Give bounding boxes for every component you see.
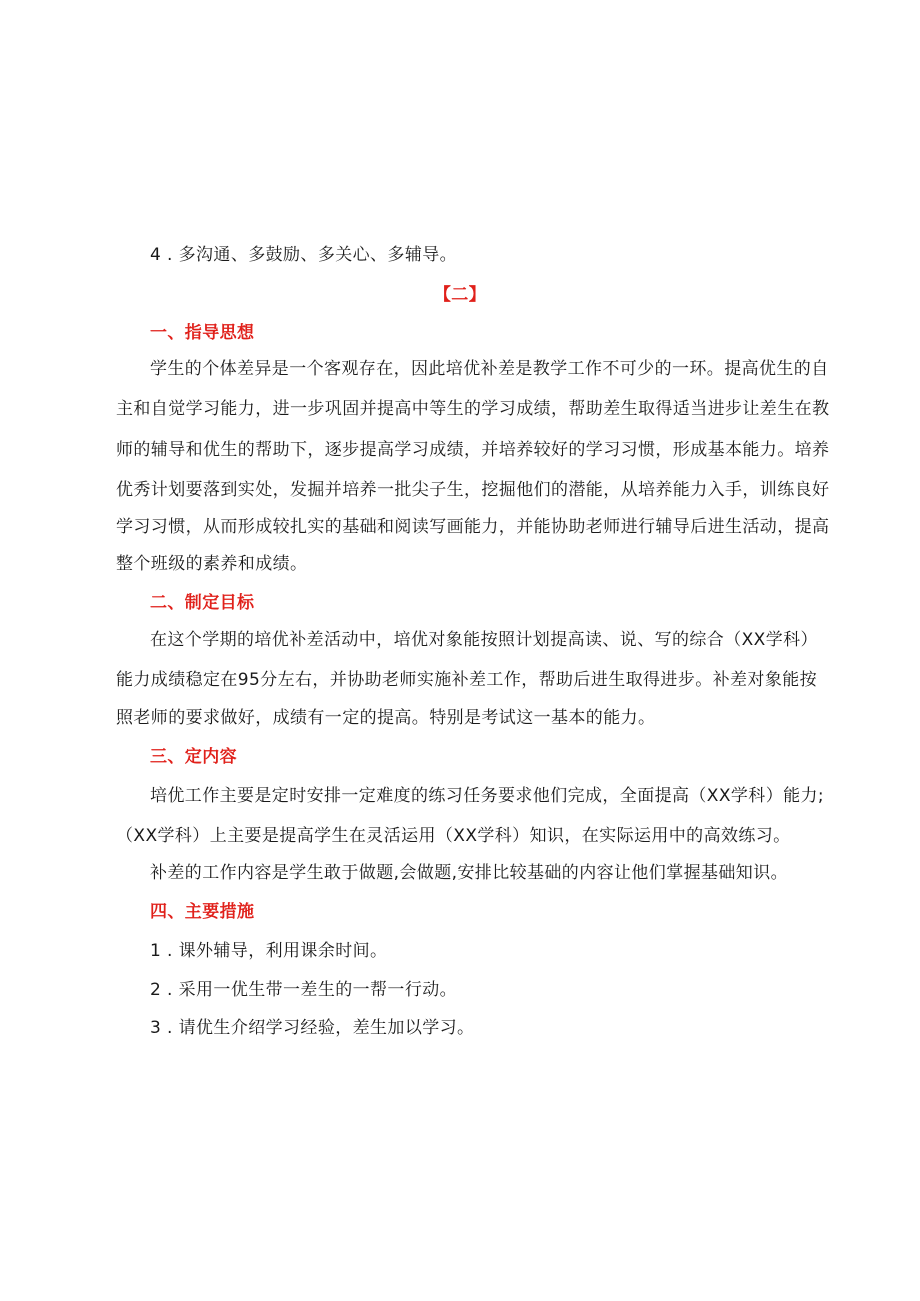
- part-label: 【二】: [433, 285, 487, 305]
- paragraph-line: 优秀计划要落到实处，发掘并培养一批尖子生，挖掘他们的潜能，从培养能力入手，训练良好: [116, 480, 830, 500]
- paragraph-line: 学生的个体差异是一个客观存在，因此培优补差是教学工作不可少的一环。提高优生的自: [150, 359, 829, 379]
- paragraph-line: 整个班级的素养和成绩。: [116, 554, 308, 574]
- section-heading-content: 三、定内容: [150, 747, 237, 767]
- list-item-2: 2 . 采用一优生带一差生的一帮一行动。: [150, 980, 458, 1000]
- paragraph-line: 能力成绩稳定在95分左右，并协助老师实施补差工作，帮助后进生取得进步。补差对象能按: [116, 670, 818, 690]
- list-item-4: 4 . 多沟通、多鼓励、多关心、多辅导。: [150, 245, 458, 265]
- paragraph-line: （XX学科）上主要是提高学生在灵活运用（XX学科）知识，在实际运用中的高效练习。: [116, 826, 791, 846]
- section-heading-measures: 四、主要措施: [150, 902, 255, 922]
- paragraph-line: 在这个学期的培优补差活动中，培优对象能按照计划提高读、说、写的综合（XX学科）: [150, 630, 818, 650]
- paragraph-line: 培优工作主要是定时安排一定难度的练习任务要求他们完成，全面提高（XX学科）能力;: [150, 786, 825, 806]
- paragraph-line: 学习习惯，从而形成较扎实的基础和阅读写画能力，并能协助老师进行辅导后进生活动，提高: [116, 517, 830, 537]
- paragraph-line: 补差的工作内容是学生敢于做题,会做题,安排比较基础的内容让他们掌握基础知识。: [150, 863, 789, 883]
- section-heading-goals: 二、制定目标: [150, 593, 255, 613]
- paragraph-line: 主和自觉学习能力，进一步巩固并提高中等生的学习成绩，帮助差生取得适当进步让差生在教: [116, 399, 830, 419]
- list-item-1: 1 . 课外辅导，利用课余时间。: [150, 941, 388, 961]
- paragraph-line: 照老师的要求做好，成绩有一定的提高。特别是考试这一基本的能力。: [116, 708, 656, 728]
- paragraph-line: 师的辅导和优生的帮助下，逐步提高学习成绩，并培养较好的学习习惯，形成基本能力。培养: [116, 440, 830, 460]
- list-item-3: 3 . 请优生介绍学习经验，差生加以学习。: [150, 1018, 475, 1038]
- section-heading-guiding-thought: 一、指导思想: [150, 323, 255, 343]
